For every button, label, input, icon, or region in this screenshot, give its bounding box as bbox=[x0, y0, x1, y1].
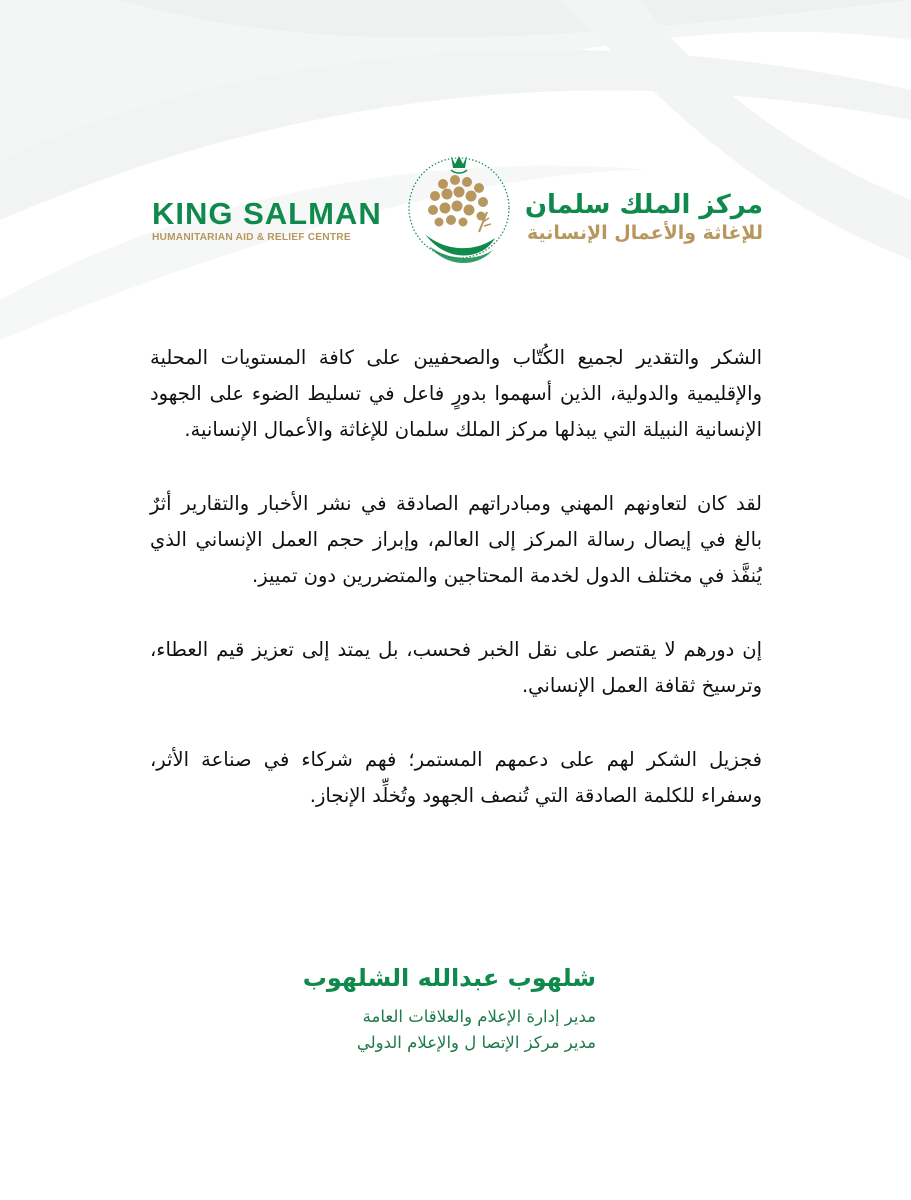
logo-english bbox=[152, 198, 382, 243]
ksrelief-emblem-icon bbox=[403, 150, 515, 272]
signatory-name: شلهوب عبدالله الشلهوب bbox=[302, 964, 596, 992]
paragraph-1: الشكر والتقدير لجميع الكُتّاب والصحفيين على كافة المستويات المحلية والإقليمية والدولية، الذين أسهموا بدورٍ فاعل في تسليط الضوء على الجهود الإنسانية النبيلة التي يبذلها مركز الملك سلمان للإغاثة والأعمال الإنسانية. bbox=[150, 346, 762, 441]
paragraph-2: لقد كان لتعاونهم المهني ومبادراتهم الصادقة في نشر الأخبار والتقارير أثرٌ بالغ في إيصال رسالة المركز إلى العالم، وإبراز حجم العمل الإنساني الذي يُنفَّذ في مختلف الدول لخدمة المحتاجين والمتضررين دون تمييز. bbox=[150, 492, 762, 587]
logo-ar-subtitle: للإغاثة والأعمال الإنسانية bbox=[526, 222, 763, 244]
logo-ar-title: مركز الملك سلمان bbox=[524, 190, 763, 220]
signatory-title-2: مدير مركز الإتصا ل والإعلام الدولي bbox=[356, 1033, 596, 1052]
logo-en-title: KING SALMAN bbox=[152, 196, 382, 231]
paragraph-3: إن دورهم لا يقتصر على نقل الخبر فحسب، بل يمتد إلى تعزيز قيم العطاء، وترسيخ ثقافة العمل الإنساني. bbox=[150, 638, 762, 697]
letter-body bbox=[150, 340, 762, 852]
logo-en-subtitle: HUMANITARIAN AID & RELIEF CENTRE bbox=[152, 232, 351, 243]
header-logos bbox=[0, 150, 911, 280]
logo-arabic bbox=[523, 190, 763, 246]
signatory-title-1: مدير إدارة الإعلام والعلاقات العامة bbox=[362, 1007, 596, 1026]
paragraph-4: فجزيل الشكر لهم على دعمهم المستمر؛ فهم شركاء في صناعة الأثر، وسفراء للكلمة الصادقة التي تُنصف الجهود وتُخلِّد الإنجاز. bbox=[150, 748, 762, 807]
signature-block bbox=[276, 958, 596, 1056]
